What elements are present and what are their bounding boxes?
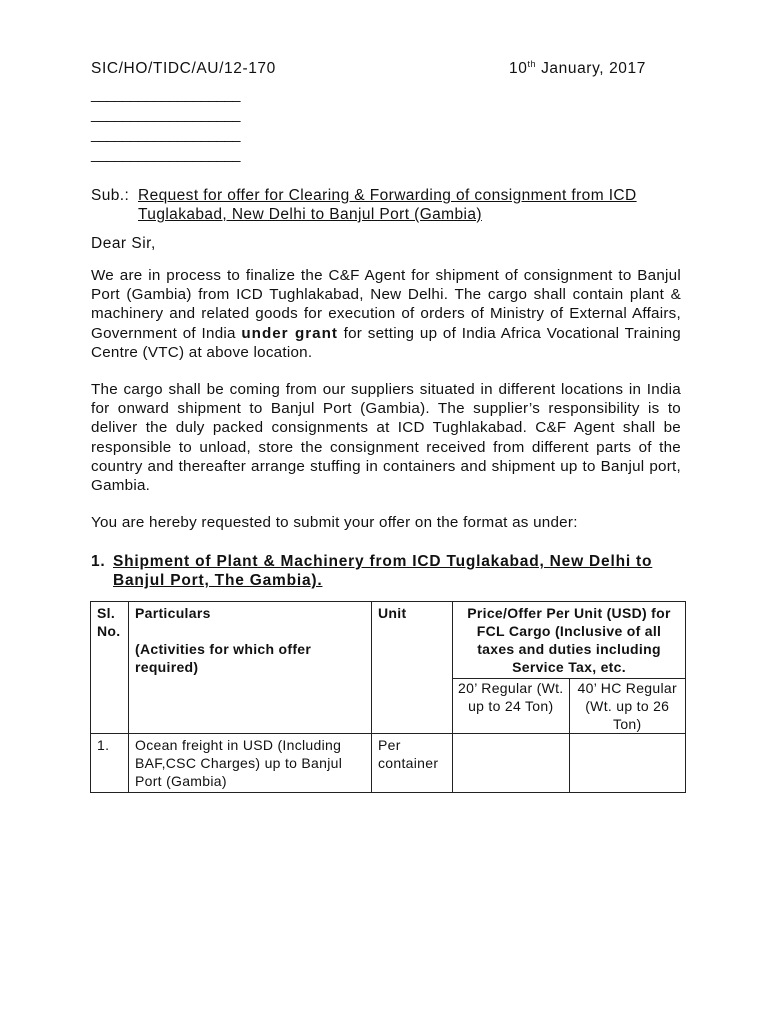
row-unit: Per container: [372, 734, 453, 793]
header-price: Price/Offer Per Unit (USD) for FCL Cargo (Inclusive of all taxes and duties including Service Tax, etc.: [453, 602, 686, 679]
header-particulars-note: (Activities for which offer required): [135, 641, 312, 675]
date-suffix: th: [527, 59, 537, 69]
paragraph-request: You are hereby requested to submit your offer on the format as under:: [91, 514, 578, 531]
header-40ft-hc-regular: 40’ HC Regular (Wt. up to 26 Ton): [569, 679, 686, 734]
para1-text-end: for setting up of India Africa Vocational Training Centre (VTC) at above location.: [91, 324, 681, 361]
letter-date: [509, 60, 646, 78]
reference-number: SIC/HO/TIDC/AU/12-170: [91, 60, 276, 77]
address-blanks: [91, 85, 240, 165]
offer-table: [90, 601, 686, 793]
row-sl-no: 1.: [91, 734, 129, 793]
address-line: ___________________: [91, 146, 241, 163]
row-price-40ft[interactable]: [569, 734, 686, 793]
header-20ft-regular: 20’ Regular (Wt. up to 24 Ton): [453, 679, 570, 734]
row-price-20ft[interactable]: [453, 734, 570, 793]
header-sl-no: Sl. No.: [91, 602, 129, 734]
paragraph-cargo: The cargo shall be coming from our suppliers situated in different locations in India for onward shipment to Banjul Port (Gambia). The supplier’s responsibility is to deliver the duly packed consignments at ICD Tughlakabad. C&F Agent shall be responsible to unload, store the consignment received from different parts of the country and thereafter arrange stuffing in containers and shipment up to Banjul port, Gambia.: [91, 381, 681, 495]
address-line: ___________________: [91, 106, 241, 123]
table-header-row: [91, 602, 686, 679]
date-month-year: January, 2017: [536, 60, 646, 77]
section-number: 1.: [91, 553, 106, 570]
date-day: 10: [509, 60, 528, 77]
header-particulars: [129, 602, 372, 734]
table-row: [91, 734, 686, 793]
para1-bold: under grant: [241, 324, 338, 342]
header-particulars-label: Particulars: [135, 605, 211, 621]
subject-label: Sub.:: [91, 187, 130, 204]
para1-text: We are in process to finalize the C&F Agent for shipment of consignment to Banjul Port (Gambia) from ICD Tughlakabad, New Delhi. The cargo shall contain plant & machinery and related goods for execution of orders of Ministry of External Affairs, Government of India: [91, 267, 681, 342]
section-title: Shipment of Plant & Machinery from ICD Tuglakabad, New Delhi to Banjul Port, The Gambia).: [113, 553, 653, 589]
address-line: ___________________: [91, 86, 241, 103]
salutation: Dear Sir,: [91, 235, 156, 252]
paragraph-intro: [91, 266, 681, 362]
subject-text: Request for offer for Clearing & Forwarding of consignment from ICD Tuglakabad, New Delhi to Banjul Port (Gambia): [138, 187, 637, 223]
row-particular: Ocean freight in USD (Including BAF,CSC Charges) up to Banjul Port (Gambia): [129, 734, 372, 793]
header-unit: Unit: [372, 602, 453, 734]
address-line: ___________________: [91, 126, 241, 143]
